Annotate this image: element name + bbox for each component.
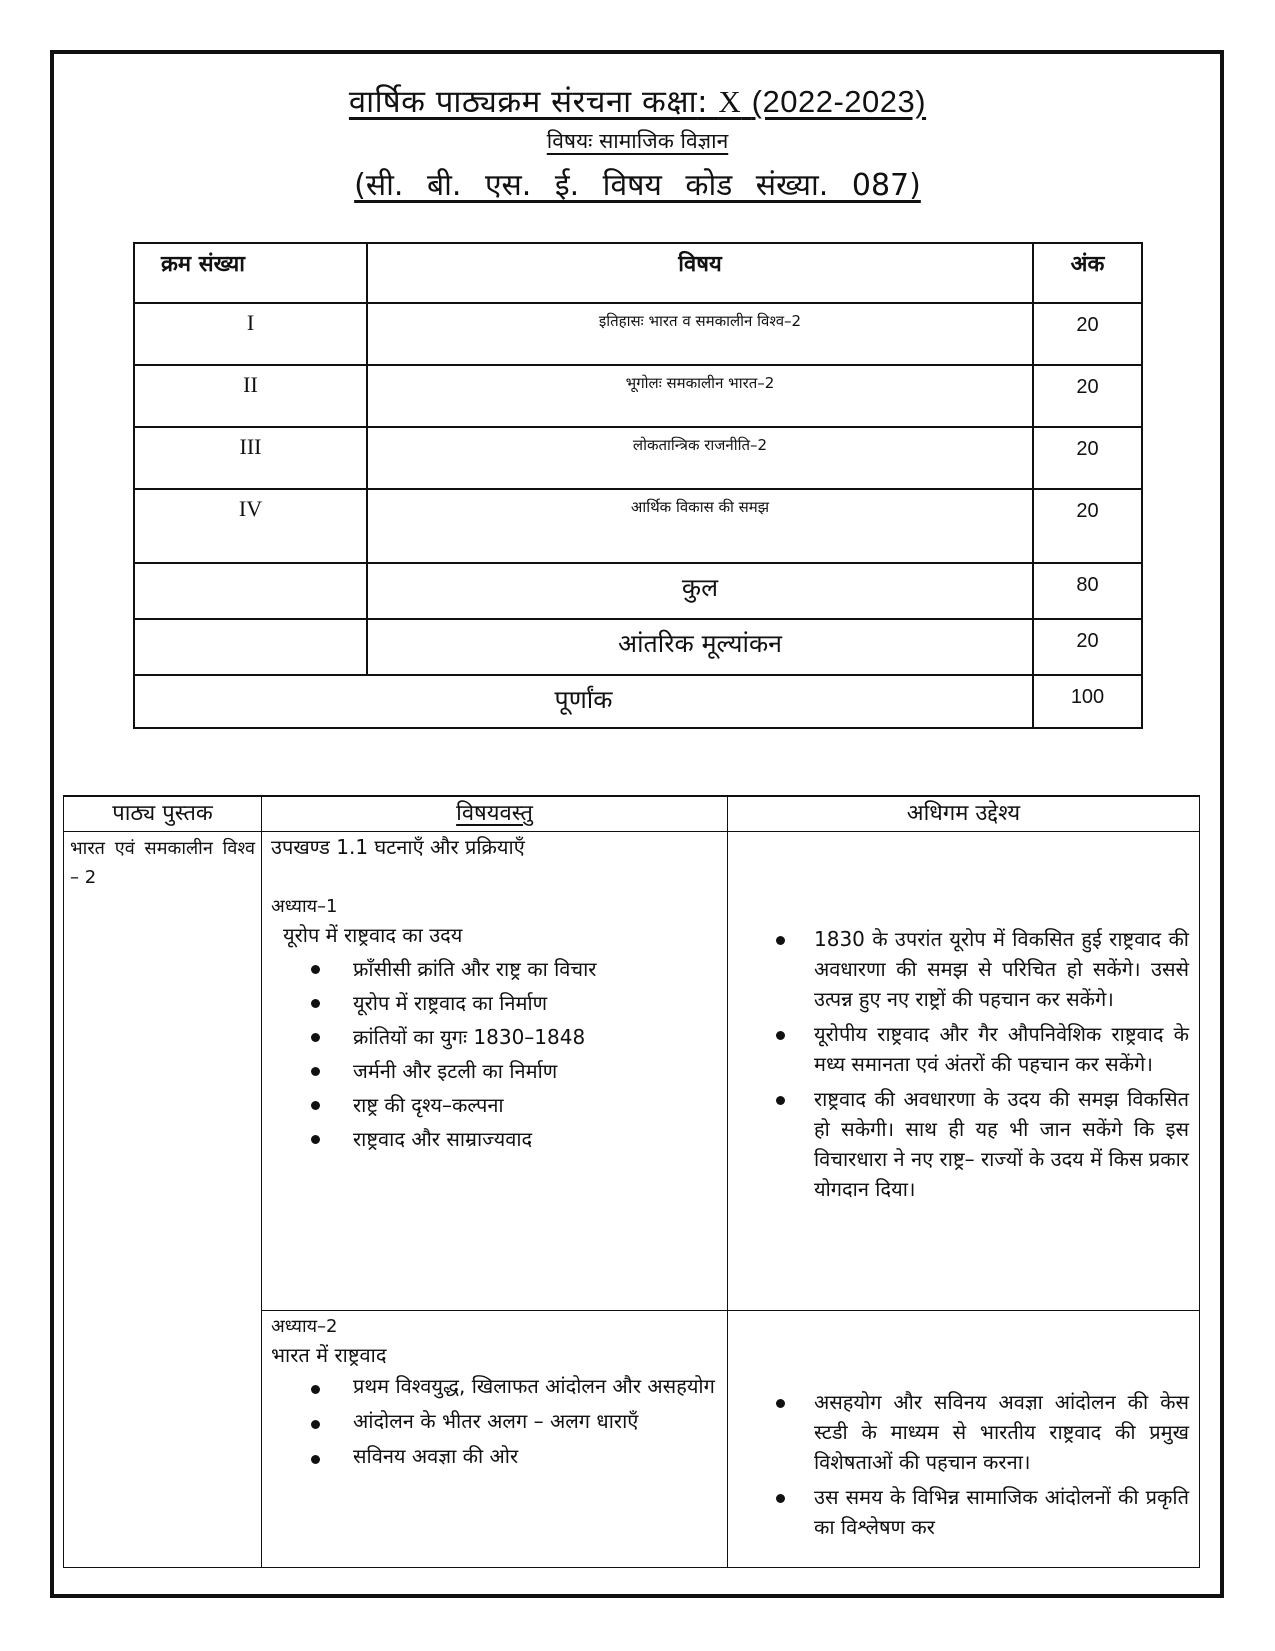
textbook-name: भारत एवं समकालीन विश्व – 2: [64, 832, 262, 1568]
topic-item: राष्ट्रवाद और साम्राज्यवाद: [309, 1122, 719, 1156]
subject-cell: लोकतान्त्रिक राजनीति–2: [367, 427, 1033, 489]
chapter-title: यूरोप में राष्ट्रवाद का उदय: [283, 923, 463, 947]
header-serial: क्रम संख्या: [134, 243, 367, 303]
empty-cell: [134, 619, 367, 675]
subject-cell: इतिहासः भारत व समकालीन विश्व–2: [367, 303, 1033, 365]
table-row: [134, 489, 1142, 563]
topic-item: आंदोलन के भीतर अलग – अलग धाराएँ: [309, 1407, 719, 1436]
objective-item: राष्ट्रवाद की अवधारणा के उदय की समझ विकसित हो सकेगी। साथ ही यह भी जान सकेंगे कि इस विचारधारा ने नए राष्ट्र– राज्यों के उदय में किस प्रकार योगदान दिया।: [774, 1084, 1189, 1204]
marks-cell: 20: [1033, 489, 1142, 563]
objective-item: उस समय के विभिन्न सामाजिक आंदोलनों की प्रकृति का विश्लेषण कर: [774, 1482, 1189, 1542]
objective-item: यूरोपीय राष्ट्रवाद और गैर औपनिवेशिक राष्ट्रवाद के मध्य समानता एवं अंतरों की पहचान कर सकेंगे।: [774, 1019, 1189, 1079]
class-number: X: [718, 84, 742, 119]
chapter-objectives: [728, 1311, 1200, 1568]
internal-assessment-row: [134, 619, 1142, 675]
topic-item: प्रथम विश्वयुद्ध, खिलाफत आंदोलन और असहयोग: [309, 1372, 719, 1401]
serial-cell: II: [134, 365, 367, 427]
header-textbook: पाठ्य पुस्तक: [64, 796, 262, 832]
marks-cell: 20: [1033, 303, 1142, 365]
header-learning-objectives: अधिगम उद्देश्य: [728, 796, 1200, 832]
syllabus-table-header: [64, 796, 1200, 832]
empty-cell: [134, 563, 367, 619]
chapter-row: [64, 832, 1200, 1311]
chapter-label: अध्याय–1: [271, 896, 338, 917]
serial-cell: I: [134, 303, 367, 365]
internal-assessment-marks: 20: [1033, 619, 1142, 675]
subject-line: विषयः सामाजिक विज्ञान: [546, 129, 729, 153]
objective-list: [728, 924, 1189, 1204]
marks-cell: 20: [1033, 427, 1142, 489]
table-row: [134, 365, 1142, 427]
chapter-content: [262, 832, 728, 1311]
subject-cell: भूगोलः समकालीन भारत–2: [367, 365, 1033, 427]
topic-item: जर्मनी और इटली का निर्माण: [309, 1054, 719, 1088]
topic-list: [271, 952, 719, 1156]
objective-list: [728, 1387, 1189, 1542]
internal-assessment-label: आंतरिक मूल्यांकन: [367, 619, 1033, 675]
topic-item: क्रांतियों का युगः 1830–1848: [309, 1020, 719, 1054]
topic-item: फ्राँसीसी क्रांति और राष्ट्र का विचार: [309, 952, 719, 986]
topic-item: यूरोप में राष्ट्रवाद का निर्माण: [309, 986, 719, 1020]
objective-item: 1830 के उपरांत यूरोप में विकसित हुई राष्ट्रवाद की अवधारणा की समझ से परिचित हो सकेंगे। उससे उत्पन्न हुए नए राष्ट्रों की पहचान कर सकेंगे।: [774, 924, 1189, 1014]
topic-list: [271, 1372, 719, 1471]
document-title: वार्षिक पाठ्यक्रम संरचना कक्षा: X (2022-2023): [348, 84, 927, 120]
serial-cell: IV: [134, 489, 367, 563]
marks-cell: 20: [1033, 365, 1142, 427]
header-subject: विषय: [367, 243, 1033, 303]
topic-item: राष्ट्र की दृश्य–कल्पना: [309, 1088, 719, 1122]
marks-distribution-table: [133, 242, 1143, 729]
academic-year: (2022-2023): [751, 84, 927, 119]
total-label: कुल: [367, 563, 1033, 619]
grand-total-label: पूर्णांक: [134, 675, 1033, 728]
title-text: वार्षिक पाठ्यक्रम संरचना कक्षा: [348, 84, 698, 120]
total-row: [134, 563, 1142, 619]
grand-total-row: [134, 675, 1142, 728]
table-row: [134, 427, 1142, 489]
header-content: विषयवस्तु: [262, 796, 728, 832]
serial-cell: III: [134, 427, 367, 489]
grand-total-marks: 100: [1033, 675, 1142, 728]
chapter-objectives: [728, 832, 1200, 1311]
total-marks: 80: [1033, 563, 1142, 619]
header-marks: अंक: [1033, 243, 1142, 303]
syllabus-table: [63, 795, 1200, 1568]
subject-code-line: (सी. बी. एस. ई. विषय कोड संख्या. 087): [354, 168, 921, 203]
objective-item: असहयोग और सविनय अवज्ञा आंदोलन की केस स्टडी के माध्यम से भारतीय राष्ट्रवाद की प्रमुख विशेषताओं की पहचान करना।: [774, 1387, 1189, 1477]
subsection-title: उपखण्ड 1.1 घटनाएँ और प्रक्रियाएँ: [271, 835, 525, 859]
chapter-content: [262, 1311, 728, 1568]
chapter-label: अध्याय–2: [271, 1316, 338, 1337]
marks-table-header: [134, 243, 1142, 303]
topic-item: सविनय अवज्ञा की ओर: [309, 1442, 719, 1471]
chapter-title: भारत में राष्ट्रवाद: [271, 1343, 387, 1367]
subject-cell: आर्थिक विकास की समझ: [367, 489, 1033, 563]
table-row: [134, 303, 1142, 365]
